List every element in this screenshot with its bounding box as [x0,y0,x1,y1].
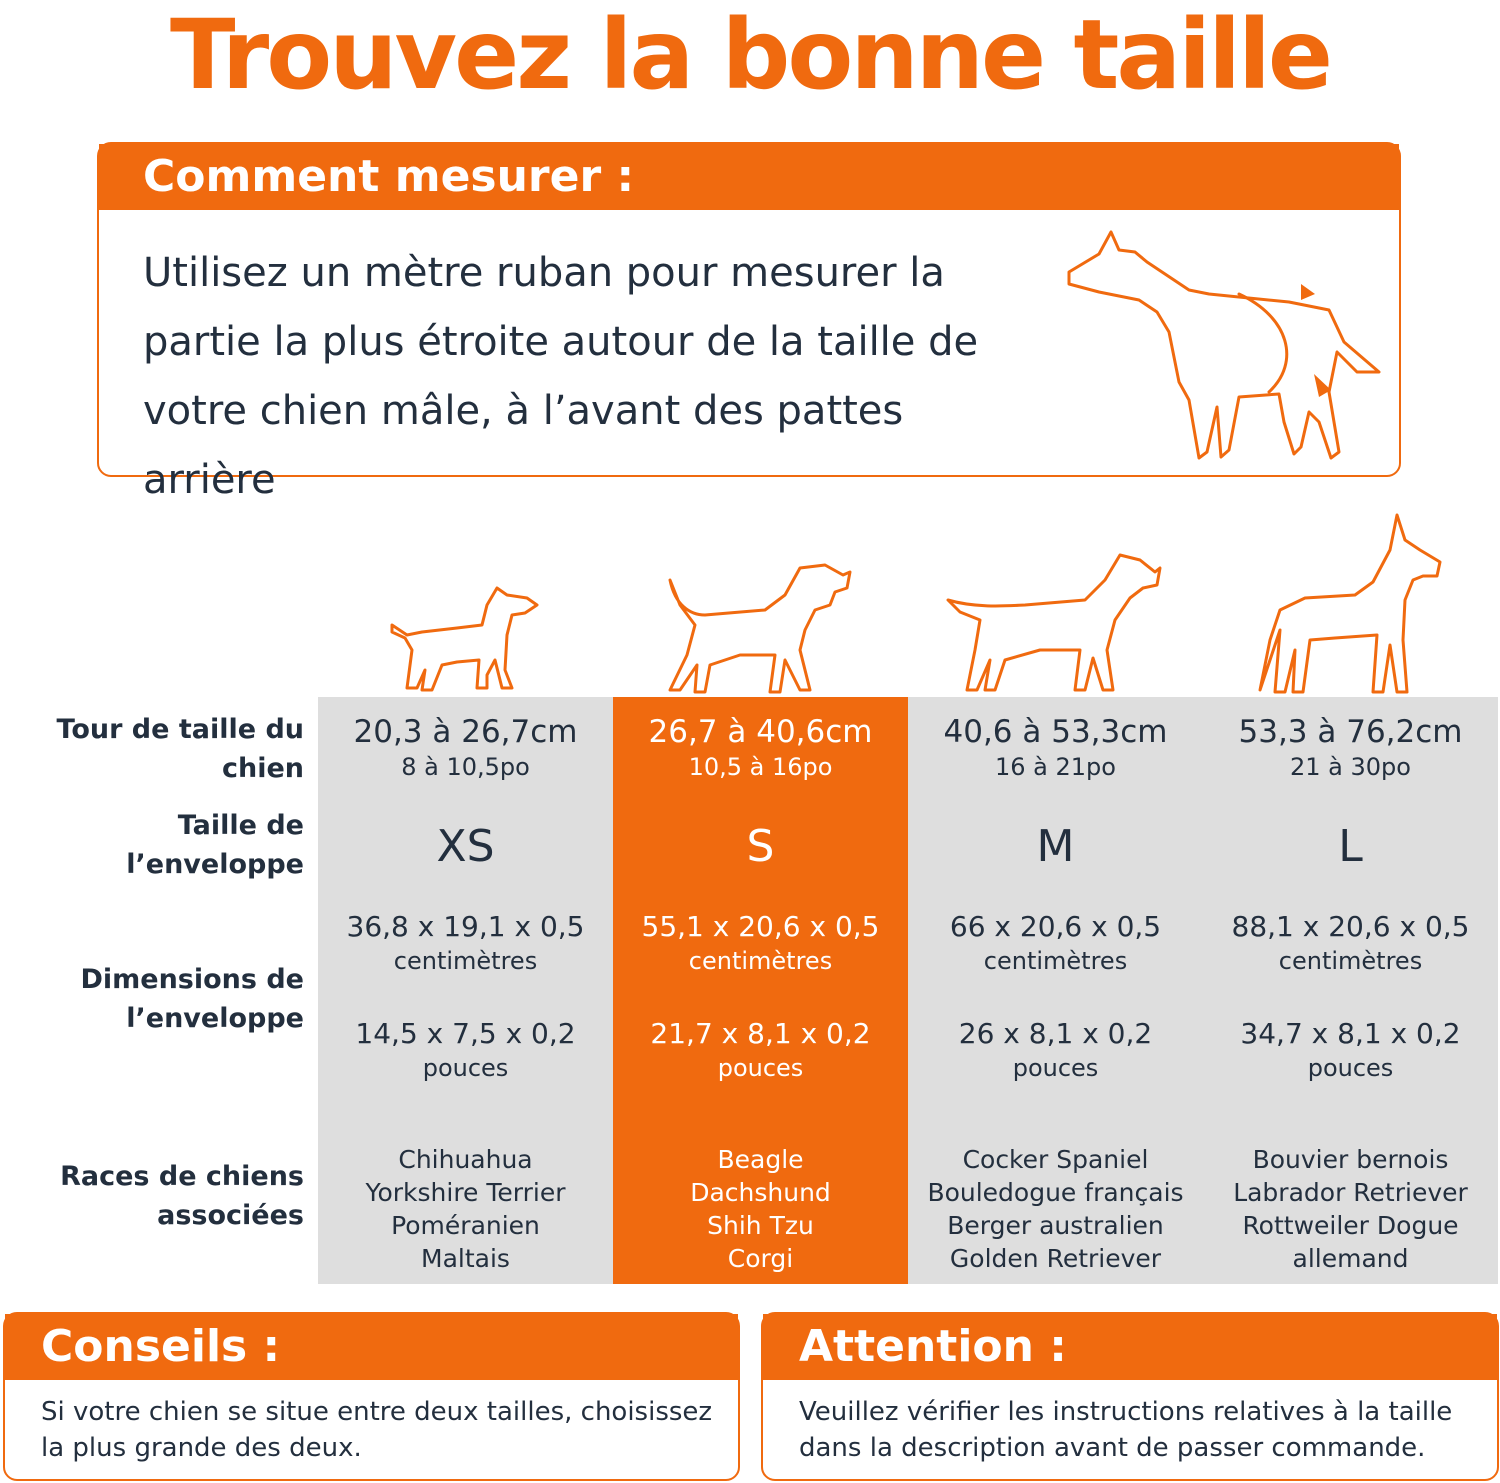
waist-cm: 53,3 à 76,2cm [1238,714,1463,750]
dim-in: 14,5 x 7,5 x 0,2 [355,1017,576,1050]
breed-item: Labrador Retriever [1233,1178,1468,1207]
breed-item: Corgi [727,1244,794,1273]
how-to-line: votre chien mâle, à l’avant des pattes arrière [143,388,904,503]
dim-cm-cell [908,910,1203,978]
waist-cell [613,714,908,784]
waist-cm: 26,7 à 40,6cm [648,714,873,750]
row-label-line: l’enveloppe [126,849,304,880]
dim-in-cell [1203,1017,1498,1085]
dim-in-cell [613,1017,908,1085]
breed-item: Maltais [421,1244,510,1273]
dim-in: 21,7 x 8,1 x 0,2 [650,1017,871,1050]
warning-line: Veuillez vérifier les instructions relatives à la taille [799,1397,1453,1427]
waist-in: 21 à 30po [1290,753,1411,781]
dim-cm-unit: centimètres [983,947,1128,975]
breed-item: Shih Tzu [707,1211,814,1240]
page-title: Trouvez la bonne taille [169,0,1331,111]
breed-item: Yorkshire Terrier [365,1178,566,1207]
dim-cm: 88,1 x 20,6 x 0,5 [1231,910,1470,943]
waist-cell [318,714,613,784]
tips-panel [3,1312,740,1481]
row-label-line: Dimensions de [80,964,304,995]
size-label: M [1036,821,1075,872]
dim-cm-unit: centimètres [688,947,833,975]
breed-item: Dachshund [690,1178,831,1207]
how-to-measure-text [143,239,1043,515]
how-to-line: Utilisez un mètre ruban pour mesurer la [143,250,945,296]
waist-cm: 20,3 à 26,7cm [353,714,578,750]
breeds-cell [318,1143,613,1275]
waist-cell [1203,714,1498,784]
warning-line: dans la description avant de passer commande. [799,1433,1426,1463]
size-label: L [1338,821,1363,872]
how-to-measure-panel [97,142,1401,503]
row-label-size [20,806,304,884]
warning-heading: Attention : [763,1314,1497,1380]
breed-item: allemand [1292,1244,1409,1273]
measuring-dog-icon [1039,222,1369,472]
dim-in-unit: pouces [422,1054,509,1082]
retriever-dog-icon [945,550,1165,695]
row-label-waist [20,710,304,788]
dim-in: 26 x 8,1 x 0,2 [958,1017,1153,1050]
dim-in-unit: pouces [717,1054,804,1082]
dim-in-cell [908,1017,1203,1085]
warning-panel [761,1312,1499,1481]
waist-in: 16 à 21po [995,753,1116,781]
dog-illustrations [0,505,1500,697]
breed-item: Chihuahua [398,1145,533,1174]
row-label-line: associées [157,1200,304,1231]
row-label-breeds [20,1157,304,1235]
breed-item: Cocker Spaniel [962,1145,1149,1174]
dim-cm: 55,1 x 20,6 x 0,5 [641,910,880,943]
dim-cm-cell [613,910,908,978]
how-to-line: partie la plus étroite autour de la taille de [143,319,979,365]
dim-in: 34,7 x 8,1 x 0,2 [1240,1017,1461,1050]
waist-in: 8 à 10,5po [401,753,530,781]
dim-in-unit: pouces [1307,1054,1394,1082]
dim-cm: 66 x 20,6 x 0,5 [949,910,1162,943]
dim-cm: 36,8 x 19,1 x 0,5 [346,910,585,943]
row-label-line: Taille de [177,810,304,841]
breed-item: Beagle [717,1145,804,1174]
tips-line: Si votre chien se situe entre deux tailles, choisissez [41,1397,713,1427]
row-label-line: l’enveloppe [126,1003,304,1034]
row-label-line: Tour de taille du [56,714,304,745]
breeds-cell [1203,1143,1498,1275]
breed-item: Rottweiler Dogue [1242,1211,1459,1240]
warning-text [763,1380,1497,1466]
dim-in-cell [318,1017,613,1085]
row-label-dimensions [20,960,304,1038]
how-to-measure-heading: Comment mesurer : [99,144,1399,210]
size-label: S [746,821,775,872]
dim-cm-unit: centimètres [1278,947,1423,975]
breed-item: Golden Retriever [949,1244,1162,1273]
dim-cm-unit: centimètres [393,947,538,975]
breed-item: Berger australien [947,1211,1164,1240]
small-dog-icon [387,580,542,695]
size-label: XS [436,821,495,872]
waist-cm: 40,6 à 53,3cm [943,714,1168,750]
tips-line: la plus grande des deux. [41,1433,362,1463]
tips-text [5,1380,738,1466]
waist-in: 10,5 à 16po [688,753,833,781]
breed-item: Bouvier bernois [1252,1145,1449,1174]
dim-in-unit: pouces [1012,1054,1099,1082]
breeds-cell [908,1143,1203,1275]
breeds-cell [613,1143,908,1275]
spaniel-dog-icon [665,560,855,695]
row-label-line: Races de chiens [60,1161,304,1192]
row-label-line: chien [221,753,304,784]
dim-cm-cell [1203,910,1498,978]
dim-cm-cell [318,910,613,978]
breed-item: Poméranien [391,1211,540,1240]
great-dane-icon [1255,510,1445,695]
tips-heading: Conseils : [5,1314,738,1380]
waist-cell [908,714,1203,784]
breed-item: Bouledogue français [927,1178,1184,1207]
